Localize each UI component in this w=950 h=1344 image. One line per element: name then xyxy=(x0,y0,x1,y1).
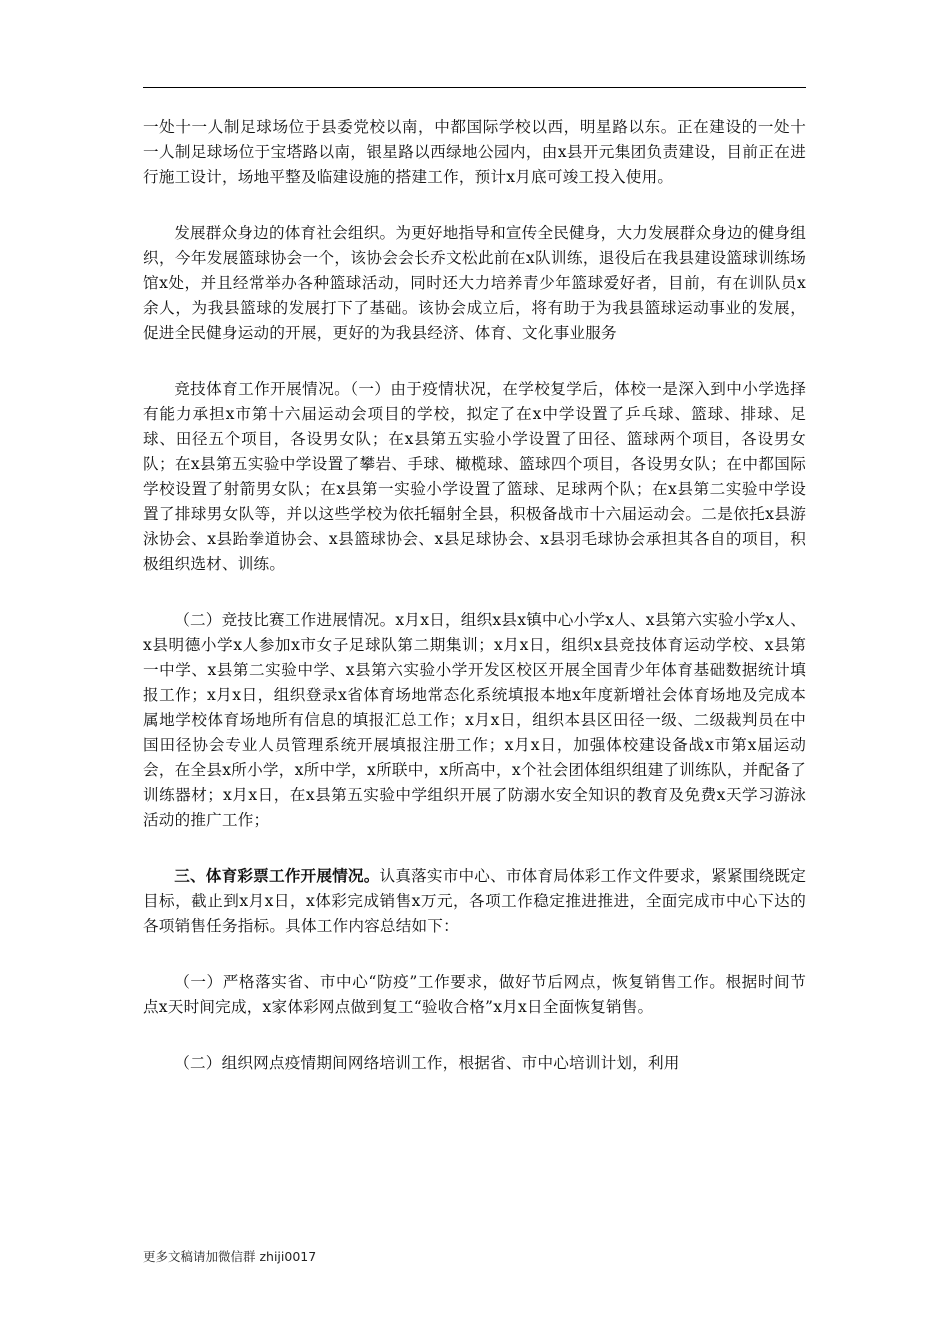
paragraph-football-fields xyxy=(143,114,806,190)
paragraph-text: （二）组织网点疫情期间网络培训工作，根据省、市中心培训计划，利用 xyxy=(174,1054,680,1072)
paragraph-text: 认真落实市中心、市体育局体彩工作文件要求，紧紧围绕既定目标，截止到x月x日，x体彩完成销售x万元，各项工作稳定推进推进，全面完成市中心下达的各项销售任务指标。具体工作内容总结如下： xyxy=(143,867,806,935)
paragraph-text: （二）竞技比赛工作进展情况。x月x日，组织x县x镇中心小学x人、x县第六实验小学x人、x县明德小学x人参加x市女子足球队第二期集训；x月x日，组织x县竞技体育运动学校、x县第一中学、x县第二实验中学、x县第六实验小学开发区校区开展全国青少年体育基础数据统计填报工作；x月x日，组织登录x省体育场地常态化系统填报本地x年度新增社会体育场地及完成本属地学校体育场地所有信息的填报汇总工作；x月x日，组织本县区田径一级、二级裁判员在中国田径协会专业人员管理系统开展填报注册工作；x月x日，加强体校建设备战x市第x届运动会，在全县x所小学，x所中学，x所联中，x所高中，x个社会团体组织组建了训练队，并配备了训练器材；x月x日，在x县第五实验中学组织开展了防溺水安全知识的教育及免费x天学习游泳活动的推广工作； xyxy=(143,611,806,829)
paragraph-text: （一）严格落实省、市中心“防疫”工作要求，做好节后网点，恢复销售工作。根据时间节点x天时间完成，x家体彩网点做到复工“验收合格”x月x日全面恢复销售。 xyxy=(143,973,806,1016)
paragraph-epidemic-prevention xyxy=(143,969,806,1020)
footer-note: 更多文稿请加微信群 zhiji0017 xyxy=(143,1249,317,1264)
paragraph-sports-organizations xyxy=(143,220,806,346)
paragraph-online-training xyxy=(143,1050,806,1076)
header-rule xyxy=(143,87,806,88)
paragraph-sports-lottery xyxy=(143,863,806,939)
paragraph-text: 一处十一人制足球场位于县委党校以南，中都国际学校以西，明星路以东。正在建设的一处十一人制足球场位于宝塔路以南，银星路以西绿地公园内，由x县开元集团负责建设，目前正在进行施工设计，场地平整及临建设施的搭建工作，预计x月底可竣工投入使用。 xyxy=(143,118,806,186)
document-body xyxy=(143,114,806,1106)
paragraph-competition-progress xyxy=(143,607,806,833)
section-heading: 三、体育彩票工作开展情况。 xyxy=(174,866,380,885)
paragraph-text: 竞技体育工作开展情况。（一）由于疫情状况，在学校复学后，体校一是深入到中小学选择有能力承担x市第十六届运动会项目的学校，拟定了在x中学设置了乒乓球、篮球、排球、足球、田径五个项目，各设男女队；在x县第五实验小学设置了田径、篮球两个项目，各设男女队；在x县第五实验中学设置了攀岩、手球、橄榄球、篮球四个项目，各设男女队；在中都国际学校设置了射箭男女队；在x县第一实验小学设置了篮球、足球两个队；在x县第二实验中学设置了排球男女队等，并以这些学校为依托辐射全县，积极备战市十六届运动会。二是依托x县游泳协会、x县跆拳道协会、x县篮球协会、x县足球协会、x县羽毛球协会承担其各自的项目，积极组织选材、训练。 xyxy=(143,380,806,573)
paragraph-text: 发展群众身边的体育社会组织。为更好地指导和宣传全民健身，大力发展群众身边的健身组织，今年发展篮球协会一个，该协会会长乔文松此前在x队训练，退役后在我县建设篮球训练场馆x处，并且经常举办各种篮球活动，同时还大力培养青少年篮球爱好者，目前，有在训队员x余人，为我县篮球的发展打下了基础。该协会成立后，将有助于为我县篮球运动事业的发展，促进全民健身运动的开展，更好的为我县经济、体育、文化事业服务 xyxy=(143,224,806,342)
paragraph-competitive-sports xyxy=(143,376,806,577)
